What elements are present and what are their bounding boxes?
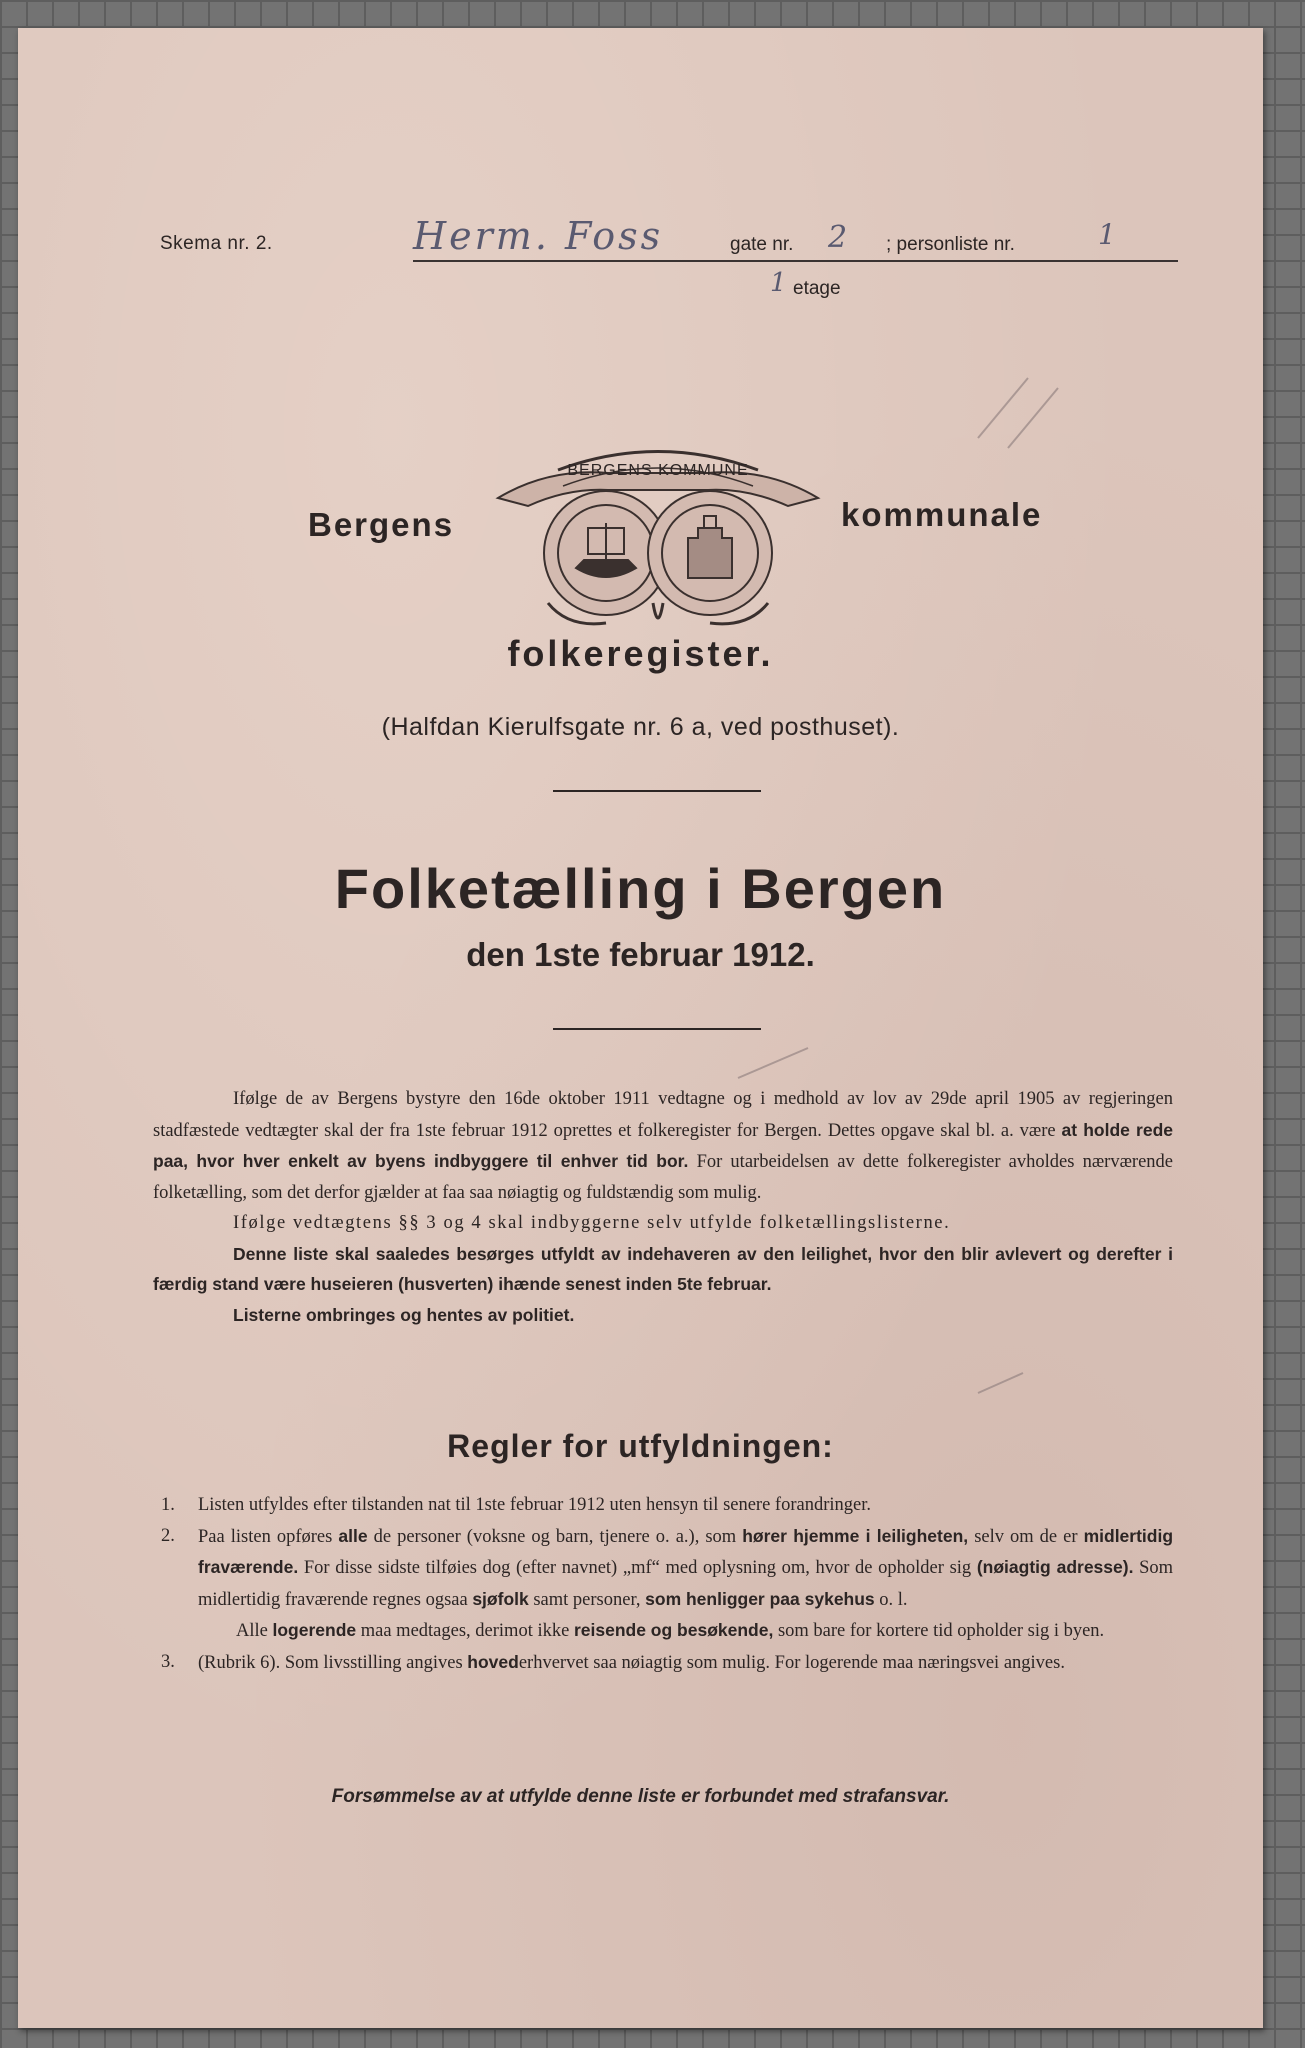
rule-3-text: (Rubrik 6). Som livsstilling angives hovederhvervet saa nøiagtig som mulig. For logerende maa næringsvei angives.	[198, 1651, 1065, 1673]
intro-text	[153, 1084, 1173, 1330]
bergens-word: Bergens	[308, 506, 455, 543]
census-date: den 1ste februar 1912.	[466, 936, 815, 973]
personliste-label: ; personliste nr.	[886, 234, 1015, 255]
address-fill-line	[413, 260, 1178, 262]
rule-2-text: Paa listen opføres alle de personer (voksne og barn, tjenere o. a.), som hører hjemme i leiligheten, selv om de er midlertidig fraværende. For disse sidste tilføies dog (efter navnet) „mf“ med oplysning om, hvor de opholder sig (nøiagtig adresse). Som midlertidig fraværende regnes ogsaa sjøfolk samt personer, som henligger paa sykehus o. l. Alle logerende maa medtages, derimot ikke reisende og besøkende, som bare for kortere tid opholder sig i byen.	[198, 1525, 1174, 1641]
intro-p1-continuation: For utarbeidelsen av dette folkeregister avholdes nærværende folketælling, som det derfor gjælder at faa saa nøiagtig og fuldstændig som mulig.	[153, 1152, 1174, 1203]
kommunale-word: kommunale	[841, 496, 1043, 533]
gate-number-handwriting: 2	[828, 220, 848, 255]
rule-1-number: 1.	[161, 1495, 175, 1515]
schema-number: Skema nr. 2.	[160, 233, 273, 254]
intro-paragraph-1	[153, 1084, 1173, 1208]
penalty-warning: Forsømmelse av at utfylde denne liste er forbundet med strafansvar.	[331, 1786, 950, 1807]
rules-list	[153, 1490, 1173, 1678]
rules-heading: Regler for utfyldningen:	[447, 1428, 834, 1464]
census-title: Folketælling i Bergen	[334, 857, 947, 920]
divider-bottom	[553, 1028, 761, 1030]
rule-1	[153, 1490, 1173, 1521]
city-emblem	[488, 428, 828, 638]
intro-paragraph-4: Listerne ombringes og hentes av politiet.	[233, 1304, 575, 1325]
registry-title: folkeregister.	[507, 633, 774, 674]
emblem-banner-text: BERGENS KOMMUNE	[567, 462, 749, 479]
divider-top	[553, 790, 761, 792]
street-name-handwriting: Herm. Foss	[413, 214, 664, 258]
rule-2-number: 2.	[161, 1525, 175, 1546]
gate-number-label: gate nr.	[730, 234, 794, 255]
intro-p1-text: Ifølge de av Bergens bystyre den 16de oktober 1911 vedtagne og i medhold av lov av 29de april 1905 av regjeringen stadfæstede vedtægter skal der fra 1ste februar 1912 oprettes et folkeregister for Bergen. Dettes opgave skal bl. a. være	[153, 1089, 1173, 1141]
registry-address: (Halfdan Kierulfsgate nr. 6 a, ved posthuset).	[381, 713, 900, 741]
personliste-handwriting: 1	[1098, 218, 1116, 251]
census-form-page	[18, 28, 1263, 2028]
rule-3-number: 3.	[161, 1651, 175, 1672]
intro-p1-emphasis: at holde rede paa, hvor hver enkelt av byens indbyggere til enhver tid bor.	[153, 1119, 1173, 1171]
intro-paragraph-3: Denne liste skal saaledes besørges utfyldt av indehaveren av den leilighet, hvor den blir avlevert og derefter i færdig stand være huseieren (husverten) ihænde senest inden 5te februar.	[153, 1243, 1173, 1294]
rule-3	[153, 1647, 1173, 1679]
rule-2	[153, 1521, 1173, 1647]
floor-label: etage	[793, 278, 841, 299]
rule-1-text: Listen utfyldes efter tilstanden nat til 1ste februar 1912 uten hensyn til senere forandringer.	[198, 1495, 871, 1515]
floor-handwriting: 1	[770, 268, 787, 298]
coat-of-arms-icon	[488, 428, 828, 638]
intro-paragraph-2: Ifølge vedtægtens §§ 3 og 4 skal indbyggerne selv utfylde folketællingslisterne.	[233, 1213, 951, 1233]
